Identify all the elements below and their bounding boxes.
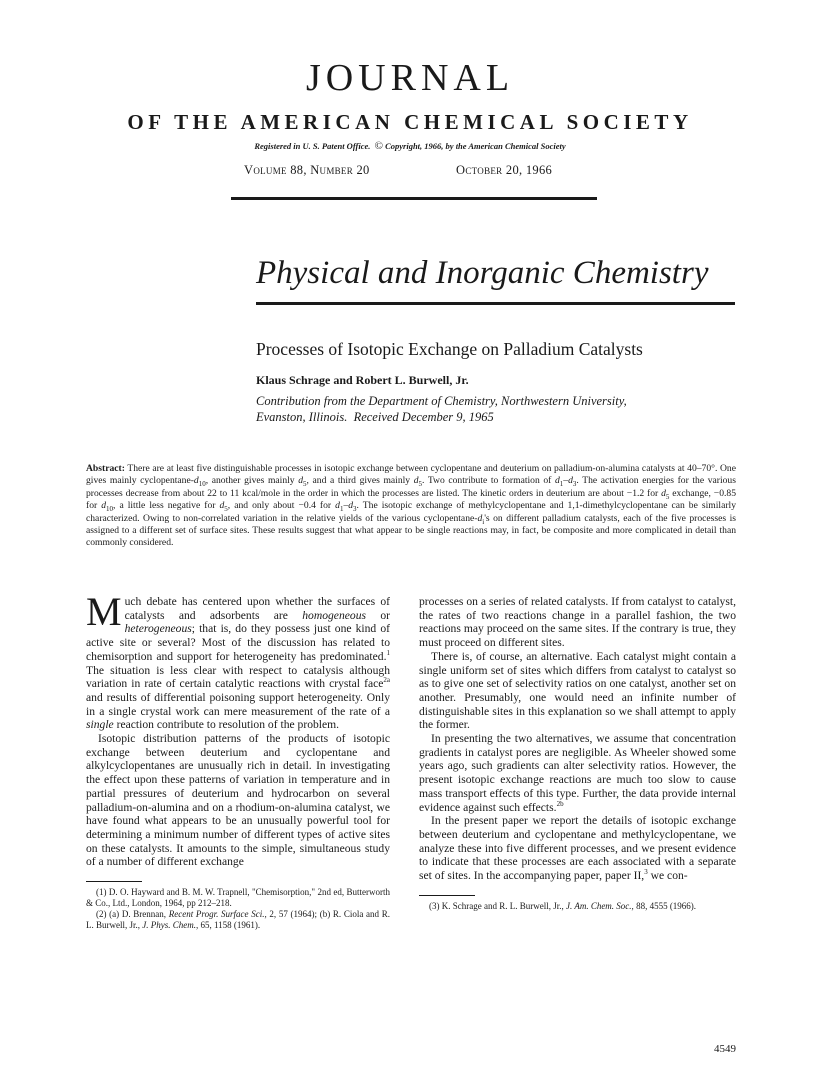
- paragraph-3: processes on a series of related catalysts. If from catalyst to catalyst, the rates of two reactions change in a parallel fashion, the two reactions may proceed on the same sites. If the contrary is true, they must proceed on different sites.: [419, 595, 736, 650]
- paragraph-1: Much debate has centered upon whether the surfaces of catalysts and adsorbents are homogeneous or heterogeneous; that is, do they possess just one kind of active site or several? Most of the discussion has related to chemisorption and support for heterogeneity has predominated.$^1$ The situation is less clear with respect to catalysis although variation in rate of certain catalytic reactions with crystal face$^{2a}$ and results of differential poisoning support heterogeneity. Only in a single crystal work can mere measurement of the rate of a single reaction contribute to resolution of the problem.: [86, 589, 391, 732]
- registered-text: Registered in U. S. Patent Office.: [254, 141, 371, 151]
- footnote-rule: [86, 881, 142, 882]
- affiliation-line-1: Contribution from the Department of Chemistry, Northwestern University,: [256, 394, 627, 408]
- footnote-ref-2a: 2a: [383, 676, 390, 685]
- article-affiliation: [256, 393, 726, 425]
- issue-date: October 20, 1966: [456, 163, 553, 177]
- footnote-3: (3) K. Schrage and R. L. Burwell, Jr., J. Am. Chem. Soc., 88, 4555 (1966).: [429, 900, 697, 911]
- footnote-ref-1: 1: [386, 648, 390, 657]
- affiliation-line-2: Evanston, Illinois.: [256, 410, 348, 424]
- paragraph-2: Isotopic distribution patterns of the products of isotopic exchange between deuterium and cyclopentane and alkylcyclopentanes are unusually rich in detail. In investigating the effect upon these patterns of variation in temperature and in partial pressures of deuterium and hydrocarbon on several palladium-on-alumina and on a rhodium-on-alumina catalyst, we have found what appears to be an unusually powerful tool for determining a minimum number of different types of active sites on these catalysts. It amounts to the simple, simultaneous study of a number of different exchange: [86, 732, 390, 869]
- section-rule: [256, 302, 735, 305]
- paragraph-6: In the present paper we report the details of isotopic exchange between deuterium and cyclopentane and methylcyclopentane, we analyze these into five different processes, and we present evidence to indicate that these processes are each associated with a separate set of sites. In the accompanying paper, paper II,$^3$ we con-: [419, 814, 736, 883]
- paragraph-5: In presenting the two alternatives, we assume that concentration gradients in catalyst pores are negligible. As Wheeler showed some years ago, such gradients can alter selectivity ratios. However, the present isotopic exchange reactions are much too slow to cause mass transport effects of this type. Further, the data provide internal evidence against such effects.$^{2b}$: [419, 732, 736, 814]
- article-title: Processes of Isotopic Exchange on Palladium Catalysts: [256, 339, 643, 359]
- copyright-text: Copyright, 1966, by the American Chemical Society: [385, 141, 566, 151]
- abstract-label: Abstract:: [86, 463, 125, 474]
- received-date: Received December 9, 1965: [353, 410, 494, 424]
- footnote-2: (2) (a) D. Brennan, Recent Progr. Surface Sci., 2, 57 (1964); (b) R. Ciola and R. L. Burwell, Jr., J. Phys. Chem., 65, 1158 (1961).: [86, 909, 391, 931]
- footnote-ref-2b: 2b: [556, 799, 564, 808]
- page-number: 4549: [714, 1043, 736, 1055]
- drop-cap: M: [86, 589, 122, 634]
- volume-number: Volume 88, Number 20: [244, 163, 370, 177]
- copyright-symbol: ©: [374, 140, 383, 152]
- section-title: Physical and Inorganic Chemistry: [256, 255, 709, 291]
- society-title: OF THE AMERICAN CHEMICAL SOCIETY: [127, 110, 693, 134]
- masthead-rule: [231, 197, 597, 200]
- footnote-1: (1) D. O. Hayward and B. M. W. Trapnell, "Chemisorption," 2nd ed, Butterworth & Co., Ltd., London, 1964, pp 212–218.: [86, 887, 390, 909]
- journal-title: JOURNAL: [305, 57, 515, 99]
- paragraph-4: There is, of course, an alternative. Each catalyst might contain a single uniform set of sites which differs from catalyst to catalyst so as to give one set of selectivity ratios on one catalyst, another set on another. Presumably, one would need an infinite number of distinguishable sites in this explanation so we shall attempt to apply the former.: [419, 649, 736, 732]
- body-column-right: [419, 595, 736, 912]
- volume-line: [0, 163, 820, 179]
- footnotes-left: [86, 887, 390, 931]
- article-authors: Klaus Schrage and Robert L. Burwell, Jr.: [256, 373, 469, 387]
- footnotes-right: [419, 901, 736, 912]
- footnote-ref-3: 3: [644, 868, 648, 877]
- masthead: [0, 58, 820, 152]
- body-column-left: [86, 589, 391, 931]
- abstract: Abstract: There are at least five distinguishable processes in isotopic exchange between cyclopentane and deuterium on palladium-on-alumina catalysts at 40–70°. One gives mainly cyclopentane-$d_{10}$, another gives mainly $d_5$, and a third gives mainly $d_5$. Two contribute to formation of $d_1-d_3$. The activation energies for the various processes decrease from about 22 to 11 kcal/mole in the order in which the processes are listed. The kinetic orders in deuterium are about −1.2 for $d_5$ exchange, −0.85 for $d_{10}$, a little less negative for $d_5$, and only about −0.4 for $d_1-d_3$. The isotopic exchange of methylcyclopentane and 1,1-dimethylcyclopentane can be similarly characterized. Owing to non-correlated variation in the relative yields of the various cyclopentane-$d_i's$ on different palladium catalysts, each of the five processes is assigned to a different set of surface sites. These results suggest that what appear to be single reactions may, in fact, be composite and more complicated in detail than commonly considered.: [86, 463, 737, 549]
- registration-line: [0, 140, 820, 152]
- footnote-rule: [419, 895, 475, 896]
